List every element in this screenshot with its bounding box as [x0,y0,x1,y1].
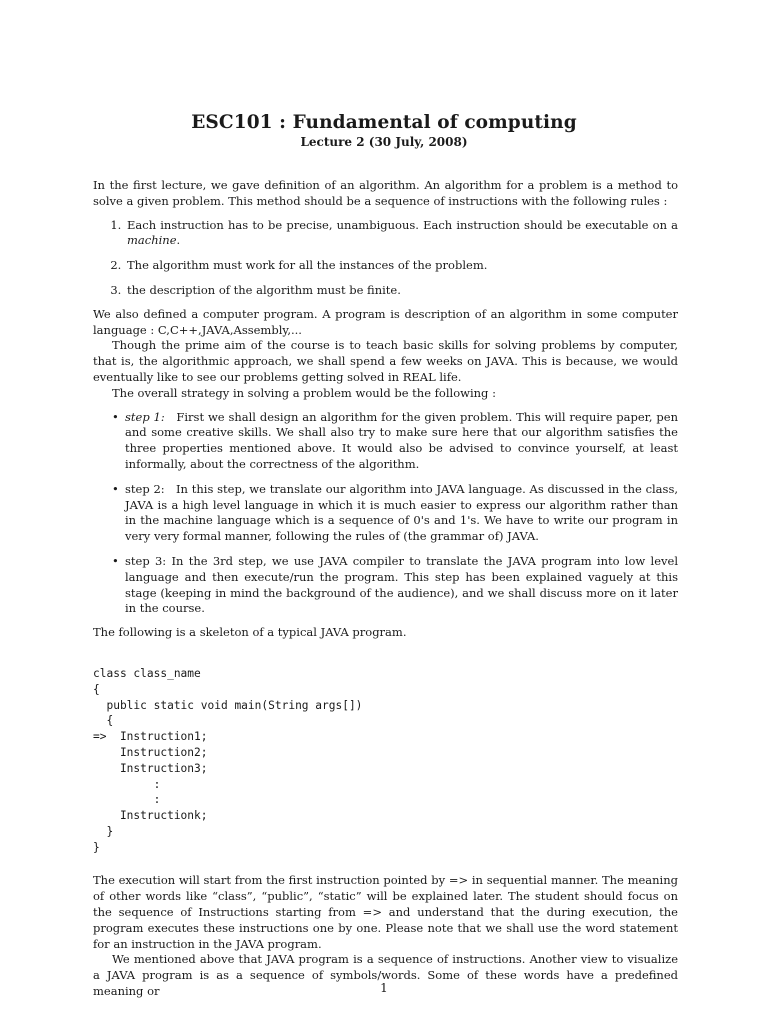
program-paragraph: We also defined a computer program. A program is description of an algorithm in some computer language : C,C++,JAVA,Assembly,... [93,306,678,337]
document-title: ESC101 : Fundamental of computing [191,112,577,133]
execution-paragraph: The execution will start from the first instruction pointed by => in sequential manner. The meaning of other words like “class”, “public”, “static” will be explained later. The student should focus on the sequence of Instructions starting from => and understand that the during execution, the program executes these instructions one by one. Please note that we shall use the word statement for an instruction in the JAVA program. [93,873,678,951]
algorithm-rules-list [93,218,678,299]
rule-emphasis: machine [127,233,177,248]
code-line: Instructionk; [93,809,208,823]
step-item [112,481,678,545]
java-code-block [93,666,678,856]
step-text: In the 3rd step, we use JAVA compiler to translate the JAVA program into low level language and then execute/run the program. This step has been explained vaguely at this stage (keeping in mind the background of the audience), and we shall discuss more on it later in the course. [125,553,678,616]
rule-text: the description of the algorithm must be finite. [127,282,401,297]
symbols-paragraph: We mentioned above that JAVA program is a sequence of instructions. Another view to visualize a JAVA program is as a sequence of symbols/words. Some of these words have a predefined meaning or [93,952,678,999]
code-line: { [93,682,100,696]
step-label: step 1: [125,409,165,424]
code-line: Instruction2; [93,745,208,759]
rule-text: The algorithm must work for all the instances of the problem. [127,258,488,273]
rule-text: Each instruction has to be precise, unambiguous. Each instruction should be executable on a [127,217,678,232]
step-label: step 2: [125,481,165,496]
step-label: step 3: [125,553,167,568]
step-item [112,553,678,617]
step-text: First we shall design an algorithm for the given problem. This will require paper, pen and some creative skills. We shall also try to make sure here that our algorithm satisfies the three properties mentioned above. It would also be advised to convince yourself, at least informally, about the correctness of the algorithm. [125,409,679,471]
code-line: : [93,777,161,791]
skeleton-intro: The following is a skeleton of a typical JAVA program. [93,625,407,640]
code-line: class class_name [93,666,201,680]
prime-aim-paragraph: Though the prime aim of the course is to teach basic skills for solving problems by computer, that is, the algorithmic approach, we shall spend a few weeks on JAVA. This is because, we would eventually like to see our problems getting solved in REAL life. [93,338,678,384]
step-text: In this step, we translate our algorithm into JAVA language. As discussed in the class, JAVA is a high level language in which it is much easier to express our algorithm rather than in the machine language which is a sequence of 0's and 1's. We have to write our program in very very formal manner, following the rules of (the grammar of) JAVA. [125,481,678,544]
intro-paragraph: In the first lecture, we gave definition of an algorithm. An algorithm for a problem is a method to solve a given problem. This method should be a sequence of instructions with the following rules : [93,178,678,208]
rule-item [125,258,678,274]
code-line: public static void main(String args[]) [93,698,363,712]
strategy-steps-list [93,410,678,618]
rule-item: 1. Each instruction has to be precise, unambiguous. Each instruction should be executable on a machine. [125,218,678,250]
code-line: } [93,840,100,854]
bullet-icon: • [112,553,119,568]
step-item [112,409,679,473]
lecture-subtitle: Lecture 2 (30 July, 2008) [300,135,468,149]
code-line: : [93,793,161,807]
code-line: => Instruction1; [93,730,208,744]
code-line: { [93,714,114,728]
code-line: Instruction3; [93,761,208,775]
rule-item [125,283,678,299]
bullet-icon: • [112,409,119,424]
strategy-paragraph: The overall strategy in solving a problem would be the following : [112,385,496,400]
page-number: 1 [380,981,388,995]
document-body [93,178,678,1000]
bullet-icon: • [112,481,119,496]
code-line: } [93,824,114,838]
